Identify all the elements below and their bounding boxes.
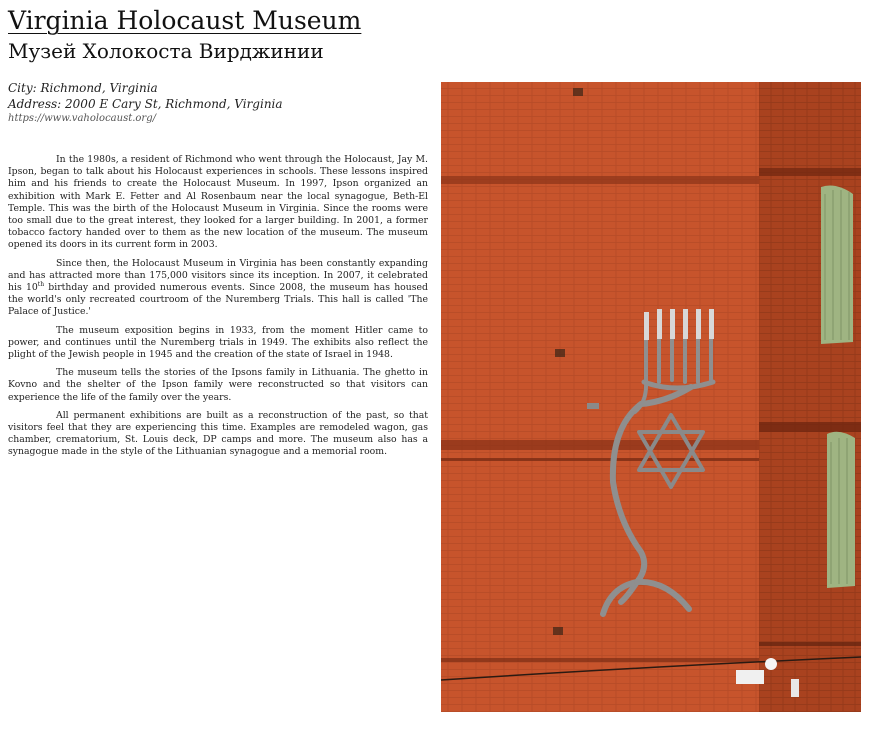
paragraph-2 [8, 258, 428, 319]
brick-wall-right [759, 82, 861, 712]
wall-vent [573, 88, 583, 96]
website-link[interactable]: https://www.vaholocaust.org/ [8, 113, 156, 124]
paragraph-3: The museum exposition begins in 1933, from the moment Hitler came to power, and continues until the Nuremberg trials in 1949. The exhibits also reflect the plight of the Jewish people in 1945 and the creation of the state of Israel in 1948. [8, 324, 428, 361]
article-body [8, 154, 428, 465]
address-line: Address: 2000 E Cary St, Richmond, Virginia [8, 97, 283, 111]
green-shutter-lower [827, 432, 855, 588]
paragraph-4: The museum tells the stories of the Ipsons family in Lithuania. The ghetto in Kovno and the shelter of the Ipson family were reconstructed so that visitors can experience the life of the family over the years. [8, 367, 428, 403]
paragraph-5: All permanent exhibitions are built as a reconstruction of the past, so that visitors feel that they are experiencing this time. Examples are remodeled wagon, gas chamber, crematorium, St. Louis deck, DP camps and more. The museum also has a synagogue made in the style of the Lithuanian synagogue and a memorial room. [8, 409, 428, 458]
city-line: City: Richmond, Virginia [8, 81, 158, 95]
wall-vent [555, 349, 565, 357]
page-title: Virginia Holocaust Museum [8, 6, 362, 35]
ordinal-suffix: th [37, 280, 45, 288]
wall-bracket [587, 403, 599, 409]
paragraph-1: In the 1980s, a resident of Richmond who went through the Holocaust, Jay M. Ipson, began to talk about his Holocaust experiences in schools. These lessons inspired him and his friends to create the Holocaust Museum. In 1997, Ipson organized an exhibition with Mark E. Fetter and Al Rosenbaum near the local synagogue, Beth-El Temple. This was the birth of the Holocaust Museum in Virginia. Since the rooms were too small due to the great interest, they looked for a larger building. In 2001, a former tobacco factory handed over to them as the new location of the museum. The museum opened its doors in its current form in 2003. [8, 154, 428, 251]
wall-vent [553, 627, 563, 635]
page-subtitle: Музей Холокоста Вирджинии [8, 39, 324, 63]
green-shutter-upper [821, 186, 853, 344]
paragraph-2-text-a: Since then, the Holocaust Museum in Virginia has been constantly expanding and has attracted more than 175,000 visitors since its inception. In 2007, it celebrated his 10 [8, 257, 428, 294]
museum-building-photo [441, 82, 861, 712]
paragraph-2-text-b: birthday and provided numerous events. Since 2008, the museum has housed the world's only recreated courtroom of the Nuremberg Trials. This hall is called 'The Palace of Justice.' [8, 282, 428, 318]
museum-info [8, 80, 428, 126]
